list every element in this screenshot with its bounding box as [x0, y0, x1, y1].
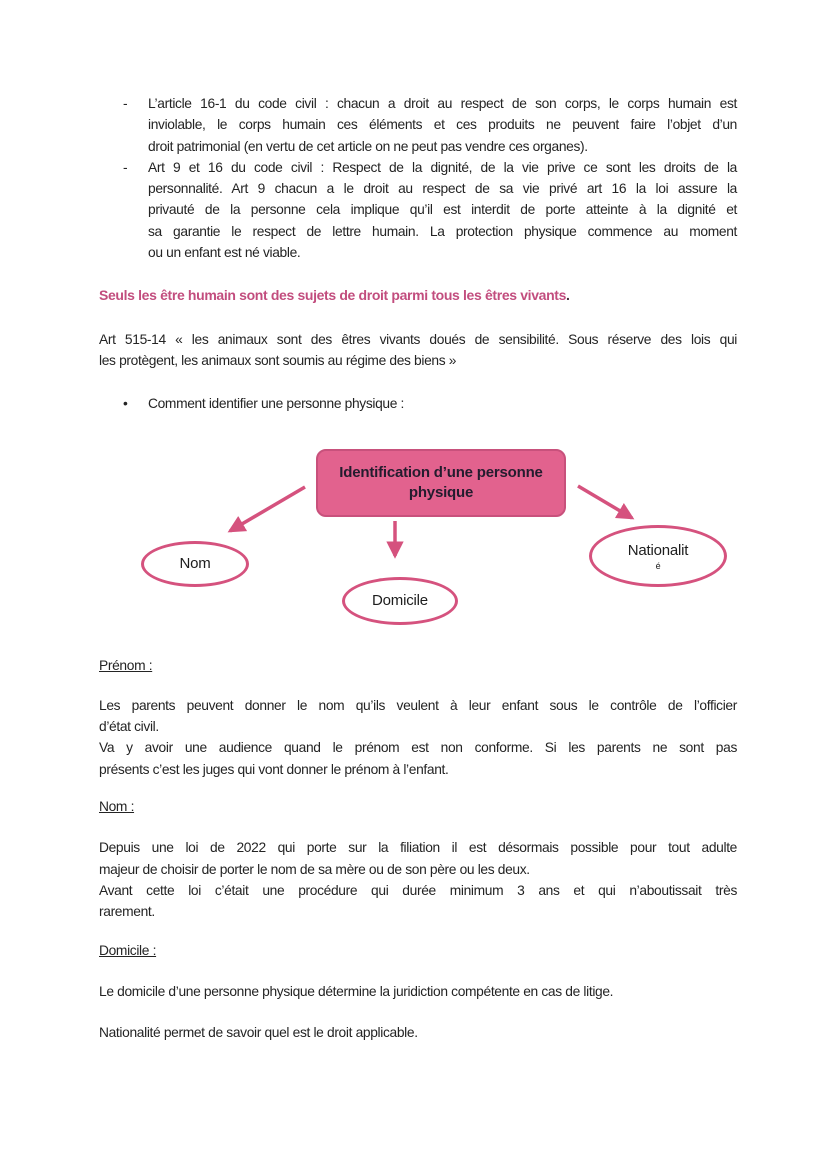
list-item-text	[148, 93, 737, 157]
dash-bullet-marker: -	[123, 159, 128, 175]
text-line: Depuis une loi de 2022 qui porte sur la filiation il est désormais possible pour tout adulte	[99, 840, 737, 856]
text-line: les protègent, les animaux sont soumis au régime des biens »	[99, 352, 457, 368]
pink-statement-heading	[99, 285, 737, 306]
identification-diagram	[99, 415, 737, 655]
round-bullet-marker: •	[123, 396, 128, 412]
text-line: Art 515-14 « les animaux sont des êtres vivants doués de sensibilité. Sous réserve des lois qui	[99, 331, 737, 347]
nationalite-oval-label: Nationalit	[627, 541, 689, 559]
domicile-oval-label: Domicile	[372, 591, 428, 609]
text-line: Art 9 et 16 du code civil : Respect de la dignité, de la vie prive ce sont les droits de la	[148, 159, 737, 175]
section-heading-prenom	[99, 655, 737, 676]
nationalite-paragraph	[99, 1022, 737, 1043]
text-line: d’état civil.	[99, 719, 159, 735]
text-line: majeur de choisir de porter le nom de sa mère ou de son père ou les deux.	[99, 861, 530, 877]
diagram-box-title-line1: Identification d’une personne	[339, 463, 543, 481]
domicile-paragraph	[99, 981, 737, 1002]
text-line: présents c’est les juges qui vont donner le prénom à l’enfant.	[99, 761, 449, 777]
text-line: Va y avoir une audience quand le prénom est non conforme. Si les parents ne sont pas	[99, 740, 737, 756]
arrow-to-nom	[230, 487, 305, 531]
question-bullet-item	[99, 393, 737, 414]
pink-statement-text: Seuls les être humain sont des sujets de droit parmi tous les êtres vivants	[99, 287, 567, 304]
list-item	[99, 93, 737, 157]
text-line: inviolable, le corps humain ces éléments et ces produits ne peuvent faire l’objet d’un	[148, 117, 737, 133]
nationalite-oval	[589, 525, 727, 587]
section-heading-text: Domicile :	[99, 942, 157, 958]
text-line: Nationalité permet de savoir quel est le droit applicable.	[99, 1025, 418, 1041]
section-heading-text: Nom :	[99, 799, 135, 815]
diagram-box-title-line2: physique	[408, 483, 474, 501]
arrow-to-nationalite	[578, 486, 632, 518]
text-line: privauté de la personne cela implique qu’il est interdit de porte atteinte à la dignité et	[148, 202, 737, 218]
domicile-oval	[342, 577, 458, 625]
section-heading-text: Prénom :	[99, 657, 153, 673]
text-line: Les parents peuvent donner le nom qu’ils veulent à leur enfant sous le contrôle de l’officier	[99, 697, 737, 713]
list-item	[99, 157, 737, 263]
diagram-central-box	[316, 449, 566, 517]
dash-bullet-marker: -	[123, 96, 128, 111]
text-line: Le domicile d’une personne physique détermine la juridiction compétente en cas de litige.	[99, 983, 614, 999]
nom-paragraph	[99, 837, 737, 922]
article-515-paragraph	[99, 329, 737, 372]
text-line: droit patrimonial (en vertu de cet article on ne peut pas vendre ces organes).	[148, 138, 588, 154]
text-line: personnalité. Art 9 chacun a le droit au respect de sa vie privé art 16 la loi assure la	[148, 181, 737, 197]
section-heading-nom	[99, 796, 737, 817]
question-text: Comment identifier une personne physique :	[148, 396, 405, 412]
text-line: Avant cette loi c’était une procédure qui durée minimum 3 ans et qui n’aboutissait très	[99, 882, 737, 898]
text-line: L’article 16-1 du code civil : chacun a droit au respect de son corps, le corps humain est	[148, 96, 737, 111]
list-item-text	[148, 157, 737, 263]
text-line: ou un enfant est né viable.	[148, 245, 301, 261]
pink-statement-period: .	[566, 287, 570, 304]
text-line: rarement.	[99, 904, 155, 920]
text-line: sa garantie le respect de lettre humain. La protection physique commence au moment	[148, 223, 737, 239]
bullet-list	[99, 93, 737, 263]
nom-oval-label: Nom	[179, 554, 211, 572]
nom-oval	[141, 541, 249, 587]
nationalite-oval-label-overflow: é	[655, 561, 661, 572]
section-heading-domicile	[99, 940, 737, 961]
prenom-paragraph	[99, 695, 737, 780]
